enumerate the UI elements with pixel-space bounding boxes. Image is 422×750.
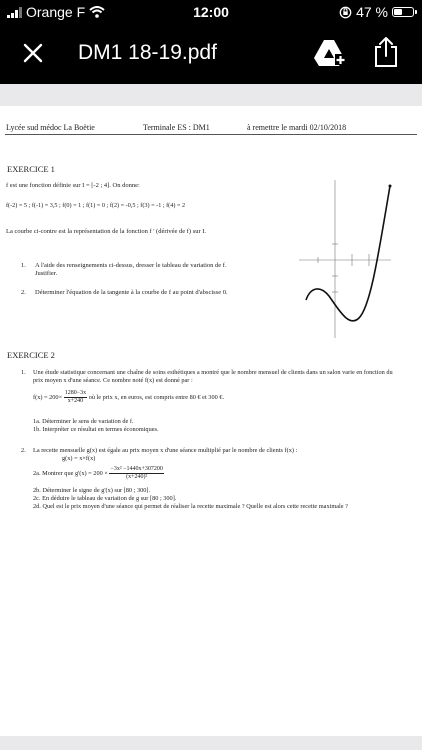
share-icon[interactable] [374,36,398,68]
viewer-toolbar [0,24,422,84]
ex2-f-formula [33,390,393,405]
f-denominator: x+240 [67,398,84,404]
exercise-1-title: EXERCICE 1 [7,164,55,174]
carrier-label: Orange F [26,4,86,20]
f-rest: où le prix x, en euros, est compris entre 80 € et 300 €. [88,393,225,401]
header-school: Lycée sud médoc La Boëtie [6,123,95,132]
ex1-curve-text: La courbe ci-contre est la représentation de la fonction f ' (dérivée de f) sur I. [6,228,207,235]
battery-icon [392,7,414,17]
q2a-lhs: 2a. Montrer que g'(x) = 200 × [33,469,108,477]
ex2-q2d: 2d. Quel est le prix moyen d'une séance qui permet de réaliser la recette maximale ? Quelle est alors cette recette maximale ? [33,503,348,510]
ex2-g-definition: g(x) = x×f(x) [62,455,96,462]
header-due-date: à remettre le mardi 02/10/2018 [247,123,347,132]
pdf-page[interactable] [0,106,422,736]
ex2-q1a: 1a. Déterminer le sens de variation de f. [33,418,134,425]
ex1-intro: f est une fonction définie sur I = [-2 ; 4]. On donne: [6,182,140,189]
ex2-p1: Une étude statistique concernant une chaîne de soins esthétiques a montré que le nombre mensuel de clients dans un salon varie en fonction du prix moyen x d'une séance. Ce nombre noté f(x) est donné par : [33,369,393,384]
ex2-p2: La recette mensuelle g(x) est égale au prix moyen x d'une séance multiplié par le nombre de clients f(x) : [33,447,298,454]
file-title: DM1 18-19.pdf [78,41,217,64]
f-lhs: f(x) = 200× [33,393,63,401]
exercise-2-title: EXERCICE 2 [7,350,55,360]
ex2-p2-number: 2. [21,447,26,454]
google-drive-add-icon[interactable] [314,38,346,68]
f-numerator: 1280−3x [64,390,87,396]
ex1-q2-number: 2. [21,289,26,296]
ex1-q2: Déterminer l'équation de la tangente à la courbe de f au point d'abscisse 0. [35,289,228,296]
header-class: Terminale ES : DM1 [143,123,210,132]
gprime-denominator: (x+240)² [126,474,148,480]
close-icon[interactable] [20,40,46,66]
status-right [339,4,414,20]
bottom-bar [0,736,422,750]
ex2-p1-number: 1. [21,369,26,376]
ex2-q2b: 2b. Déterminer le signe de g'(x) sur [80 ; 300]. [33,487,151,494]
ex1-q1: A l'aide des renseignements ci-dessus, dresser le tableau de variation de f. Justifier. [35,262,227,277]
rotation-lock-icon [339,6,352,19]
ex2-q2c: 2c. En déduire le tableau de variation de g sur [80 ; 300]. [33,495,177,502]
ex1-q1-number: 1. [21,262,26,269]
gprime-fraction [109,466,163,481]
ex1-values: f(-2) = 5 ; f(-1) = 3,5 ; f(0) = 1 ; f(1) = 0 ; f(2) = -0,5 ; f(3) = -1 ; f(4) = 2 [6,202,186,209]
clock: 12:00 [193,4,229,20]
gprime-numerator: −3x² −1440x+307200 [110,466,163,472]
derivative-graph [291,180,395,350]
ex2-q1b: 1b. Interpréter ce résultat en termes économiques. [33,426,159,433]
header-rule [5,134,417,135]
f-fraction [64,390,87,405]
status-bar [0,0,422,24]
ex2-q2a [33,466,164,481]
battery-percent: 47 % [356,4,388,20]
